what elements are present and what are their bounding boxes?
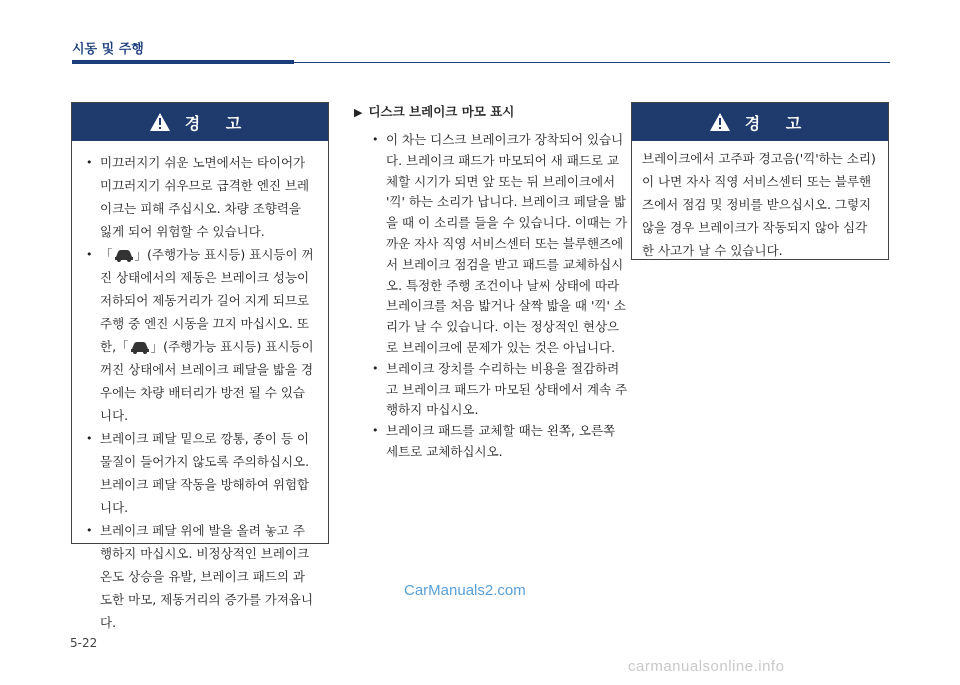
warning-box-left (71, 102, 329, 630)
warning-box-right (631, 102, 889, 260)
bracket-open: 「 (100, 247, 113, 262)
warning-item-note: 브레이크 페달 작동을 방해하여 위험합니다. (100, 477, 310, 515)
warning-title: 경 고 (744, 113, 812, 133)
warning-item-text: 미끄러지기 쉬운 노면에서는 타이어가 미끄러지기 쉬우므로 급격한 엔진 브레이크는 피해 주십시오. 차량 조향력을 잃게 되어 위험할 수 있습니다. (100, 155, 310, 239)
section-heading (354, 102, 628, 120)
warning-title: 경 고 (184, 113, 252, 133)
footer-watermark: carmanualsonline.info (628, 658, 785, 675)
list-item: • 이 차는 디스크 브레이크가 장착되어 있습니다. 브레이크 패드가 마모되어 새 패드로 교체할 시기가 되면 앞 또는 뒤 브레이크에서 '끽' 하는 소리가 납니다. 브레이크 페달을 밟을 때 이 소리를 들을 수 있습니다. 이때는 가까운 자사 직영 서비스센터 또는 블루핸즈에서 브레이크 점검을 받고 패드를 교체하십시오. 특정한 주행 조건이나 날씨 상태에 따라 브레이크를 처음 밟거나 살짝 밟을 때 '끽' 소리가 날 수 있습니다. 이는 정상적인 현상으로 브레이크에 문제가 있는 것은 아닙니다. (372, 130, 628, 359)
warning-item-text: 」(주행가능 표시등) 표시등이 꺼진 상태에서의 제동은 브레이크 성능이 저하되어 제동거리가 길어 지게 되므로 주행 중 엔진 시동을 끄지 마십시오. 또한,「 (100, 247, 314, 354)
warning-item-text: 브레이크 페달 밑으로 깡통, 종이 등 이물질이 들어가지 않도록 주의하십시오. (100, 431, 310, 469)
section-title: 시동 및 주행 (72, 42, 144, 57)
list-item: • 브레이크 패드를 교체할 때는 왼쪽, 오른쪽 세트로 교체하십시오. (372, 421, 628, 463)
header-rule-thin (294, 62, 890, 63)
list-item: • 브레이크 장치를 수리하는 비용을 절감하려고 브레이크 패드가 마모된 상태에서 계속 주행하지 마십시오. (372, 359, 628, 421)
warning-triangle-icon (149, 112, 171, 132)
warning-item (86, 151, 316, 243)
header-rule-thick (72, 60, 294, 64)
warning-triangle-icon (709, 112, 731, 132)
warning-item-text: 」(주행가능 표시등) 표시등이 꺼진 상태에서 브레이크 페달을 밟을 경우에는 차량 배터리가 방전 될 수 있습니다. (100, 339, 314, 423)
warning-item-text: 브레이크 페달 위에 발을 올려 놓고 주행하지 마십시오. 비정상적인 브레이크 온도 상승을 유발, 브레이크 패드의 과도한 마모, 제동거리의 증가를 가져옵니다. (100, 523, 314, 630)
section-heading-text: 디스크 브레이크 마모 표시 (368, 104, 515, 119)
warning-item (86, 427, 316, 519)
ready-indicator-car-icon (113, 248, 135, 262)
warning-item (86, 519, 316, 634)
ready-indicator-car-icon (129, 340, 151, 354)
page-number: 5-22 (70, 636, 98, 650)
warning-header (72, 103, 328, 141)
watermark: CarManuals2.com (404, 582, 526, 599)
disc-brake-section (354, 102, 628, 463)
warning-header (632, 103, 888, 141)
warning-item (86, 243, 316, 427)
play-arrow-icon: ▶ (354, 106, 363, 119)
warning-text: 브레이크에서 고주파 경고음('끽'하는 소리)이 나면 자사 직영 서비스센터 또는 블루핸즈에서 점검 및 정비를 받으십시오. 그렇지 않을 경우 브레이크가 작동되지 않아 심각한 사고가 날 수 있습니다. (642, 151, 876, 258)
